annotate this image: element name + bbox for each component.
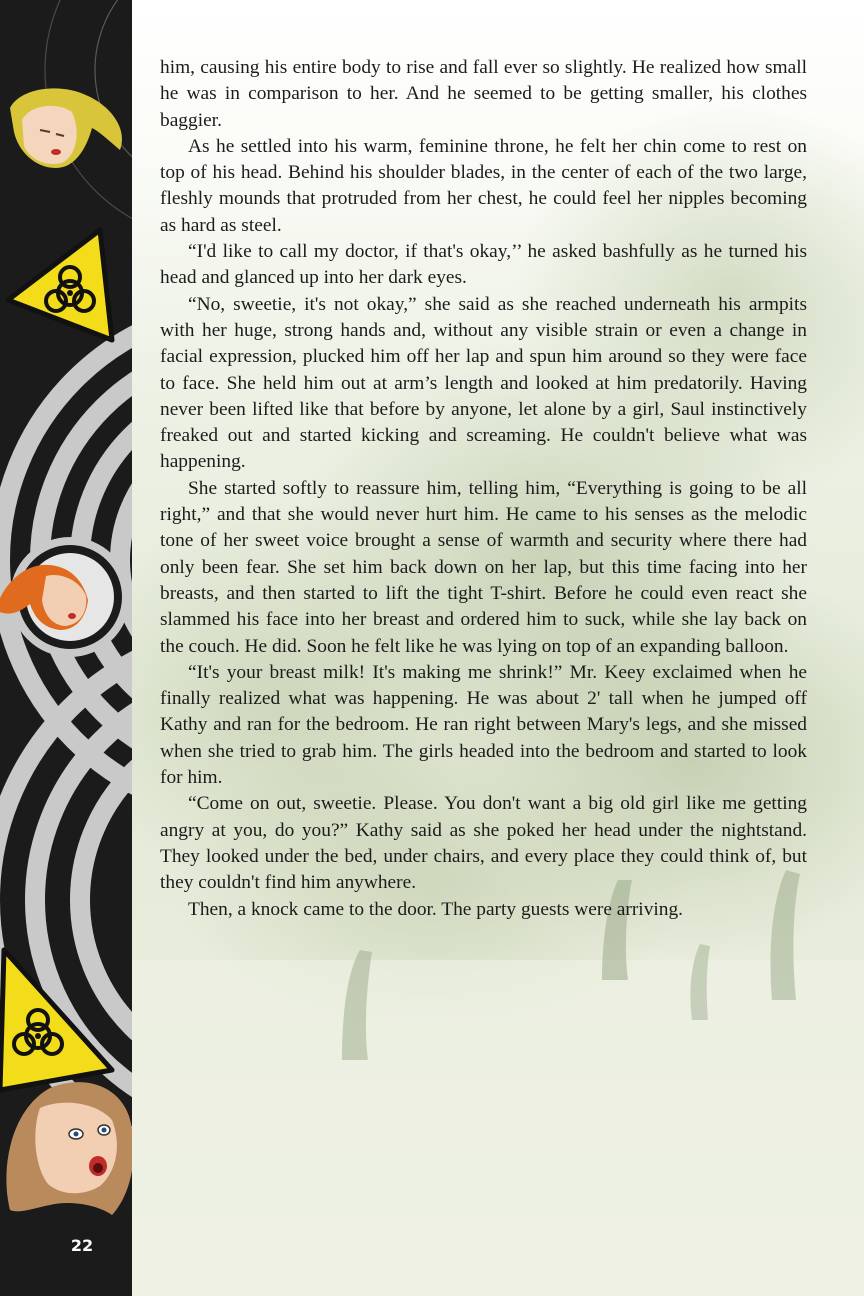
paragraph: Then, a knock came to the door. The party guests were arriving. [188, 898, 684, 920]
paragraph: As he settled into his warm, feminine throne, he felt her chin come to rest on top of his head. Behind his shoulder blades, in the center of each of the two large, fleshly mounds that protruded from her chest, he could feel her nipples becoming as hard as steel. [160, 135, 807, 236]
brunette-face-icon [6, 1082, 132, 1215]
decorative-sidebar [0, 0, 132, 1296]
biohazard-icon [8, 230, 112, 340]
paragraph: him, causing his entire body to rise and fall ever so slightly. He realized how small he was in comparison to her. And he seemed to be getting smaller, his clothes baggier. [160, 57, 807, 131]
body-text [160, 55, 807, 923]
paragraph: She started softly to reassure him, telling him, “Everything is going to be all right,” and that she would never hurt him. He came to his senses as the melodic tone of her sweet voice brought a sense of warmth and security where there had only been fear. She set him back down on her lap, but this time facing into her breasts, and then started to lift the tight T-shirt. Before he could even react she slammed his face into her breast and ordered him to suck, while she lay back on the couch. He did. Soon he felt like he was lying on top of an expanding balloon. [160, 477, 807, 657]
paragraph: “I'd like to call my doctor, if that's okay,’’ he asked bashfully as he turned his head and glanced up into her dark eyes. [160, 241, 807, 289]
paragraph: “No, sweetie, it's not okay,” she said as she reached underneath his armpits with her huge, strong hands and, without any visible strain or even a change in facial expression, plucked him off her lap and spun him around so they were face to face. She held him out at arm’s length and looked at him predatorily. Having never been lifted like that before by anyone, let alone by a girl, Saul instinctively freaked out and started kicking and screaming. He couldn't believe what was happening. [160, 293, 807, 473]
blonde-face-icon [10, 88, 122, 168]
paragraph: “Come on out, sweetie. Please. You don't want a big old girl like me getting angry at you, do you?” Kathy said as she poked her head under the nightstand. They looked under the bed, under chairs, and every place they could think of, but they couldn't find him anywhere. [160, 793, 807, 894]
paragraph: “It's your breast milk! It's making me shrink!” Mr. Keey exclaimed when he finally realized what was happening. He was about 2' tall when he jumped off Kathy and ran for the bedroom. He ran right between Mary's legs, and she missed when she tried to grab him. The girls headed into the bedroom and started to look for him. [160, 661, 807, 789]
sidebar-art [0, 0, 132, 1296]
page-number: 22 [70, 1236, 94, 1255]
top-arc [95, 0, 132, 190]
